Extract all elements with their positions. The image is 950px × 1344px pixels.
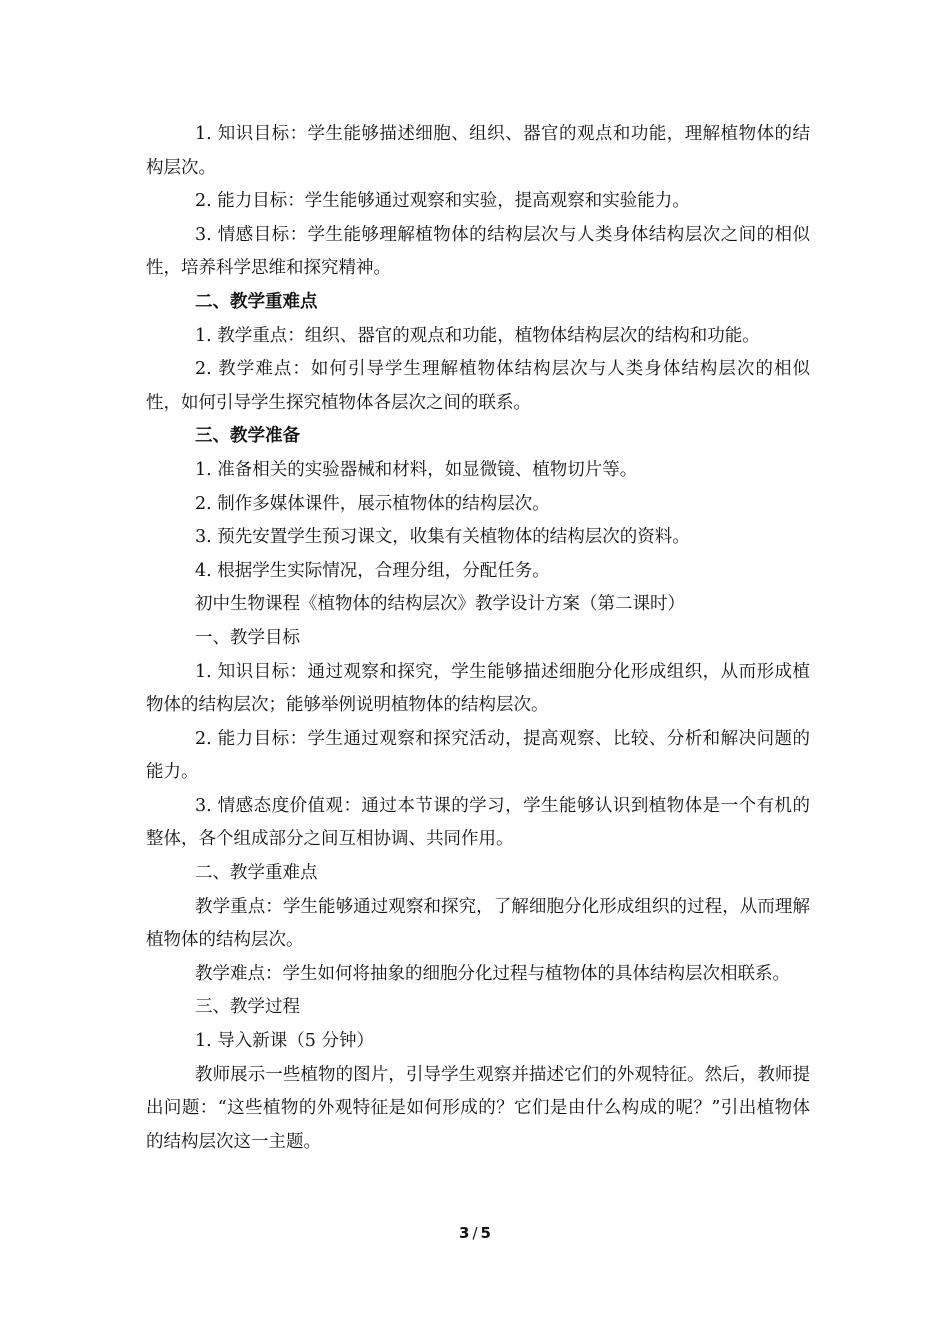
page-number: [0, 1224, 950, 1242]
document-title: 初中生物课程《植物体的结构层次》教学设计方案（第二课时）: [195, 594, 685, 615]
paragraph: 1. 准备相关的实验器械和材料，如显微镜、植物切片等。: [195, 459, 638, 480]
paragraph: 1. 导入新课（5 分钟）: [195, 1031, 374, 1052]
paragraph: 2. 教学难点：如何引导学生理解植物体结构层次与人类身体结构层次的相似性，如何引导学生探究植物体各层次之间的联系。: [146, 359, 810, 413]
current-page: 3: [459, 1224, 470, 1242]
section-heading: 三、教学准备: [195, 426, 300, 447]
section-heading: 一、教学目标: [195, 627, 300, 648]
paragraph: 2. 能力目标：学生能够通过观察和实验，提高观察和实验能力。: [195, 191, 690, 212]
paragraph: 3. 预先安置学生预习课文，收集有关植物体的结构层次的资料。: [195, 527, 690, 548]
page-separator: /: [472, 1224, 478, 1242]
paragraph: 4. 根据学生实际情况，合理分组，分配任务。: [195, 560, 550, 581]
paragraph: 2. 能力目标：学生通过观察和探究活动，提高观察、比较、分析和解决问题的能力。: [146, 728, 810, 783]
paragraph: 教师展示一些植物的图片，引导学生观察并描述它们的外观特征。然后，教师提出问题：“这些植物的外观特征是如何形成的？它们是由什么构成的呢？”引出植物体的结构层次这一主题。: [146, 1064, 810, 1152]
paragraph: 2. 制作多媒体课件，展示植物体的结构层次。: [195, 493, 550, 514]
paragraph: 教学重点：学生能够通过观察和探究，了解细胞分化形成组织的过程，从而理解植物体的结构层次。: [146, 896, 810, 951]
page-body: [146, 118, 810, 1159]
paragraph: 教学难点：学生如何将抽象的细胞分化过程与植物体的具体结构层次相联系。: [195, 963, 790, 984]
section-heading: 二、教学重难点: [195, 863, 318, 884]
paragraph: 1. 知识目标：学生能够描述细胞、组织、器官的观点和功能，理解植物体的结构层次。: [146, 124, 810, 178]
section-heading: 二、教学重难点: [195, 291, 318, 312]
paragraph: 3. 情感目标：学生能够理解植物体的结构层次与人类身体结构层次之间的相似性，培养科学思维和探究精神。: [146, 224, 810, 279]
paragraph: 1. 知识目标：通过观察和探究，学生能够描述细胞分化形成组织，从而形成植物体的结构层次；能够举例说明植物体的结构层次。: [146, 661, 810, 716]
paragraph: 3. 情感态度价值观：通过本节课的学习，学生能够认识到植物体是一个有机的整体，各个组成部分之间互相协调、共同作用。: [146, 795, 810, 850]
total-pages: 5: [480, 1224, 491, 1242]
section-heading: 三、教学过程: [195, 997, 300, 1018]
paragraph: 1. 教学重点：组织、器官的观点和功能，植物体结构层次的结构和功能。: [195, 325, 760, 346]
